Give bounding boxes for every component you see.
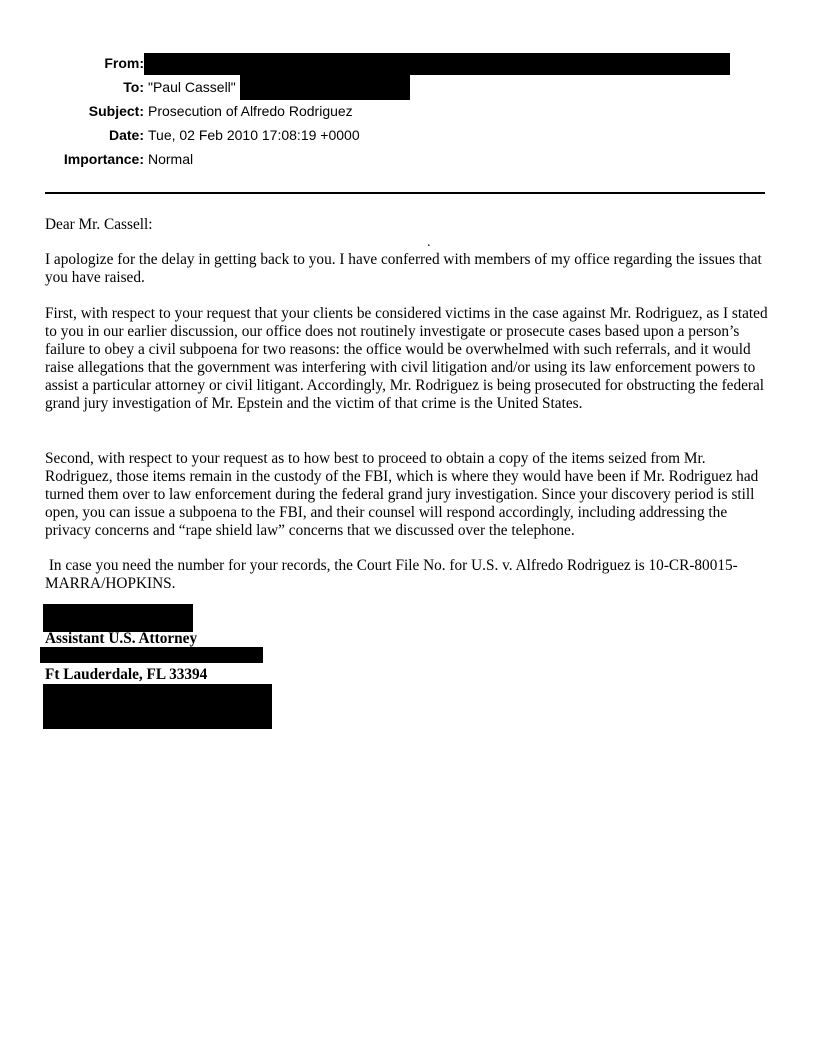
importance-value: Normal [148, 151, 194, 167]
to-redaction [240, 75, 410, 100]
paragraph-4: In case you need the number for your records, the Court File No. for U.S. v. Alfredo Rodriguez is 10-CR-80015-MARRA/HOPKINS. [45, 557, 738, 592]
salutation: Dear Mr. Cassell: [45, 216, 153, 233]
header-divider [45, 192, 765, 194]
from-redaction [144, 53, 730, 75]
signature-name-redaction [43, 604, 193, 632]
stray-mark: . [427, 235, 431, 250]
signature-address-redaction [40, 647, 263, 663]
signature-contact-redaction [43, 684, 272, 729]
importance-label: Importance: [63, 151, 144, 167]
from-label: From: [104, 55, 144, 71]
signature-title: Assistant U.S. Attorney [45, 630, 198, 647]
paragraph-1: I apologize for the delay in getting back to you. I have conferred with members of my office regarding the issues that you have raised. [45, 251, 762, 286]
date-label: Date: [108, 127, 144, 143]
to-label: To: [123, 79, 144, 95]
paragraph-2: First, with respect to your request that your clients be considered victims in the case against Mr. Rodriguez, as I stated to you in our earlier discussion, our office does not routinely investigate or prosecute cases based upon a person’s failure to obey a civil subpoena for two reasons: the office would be overwhelmed with such referrals, and it would raise allegations that the government was interfering with civil litigation and/or using its law enforcement powers to assist a particular attorney or civil litigant. Accordingly, Mr. Rodriguez is being prosecuted for obstructing the federal grand jury investigation of Mr. Epstein and the victim of that crime is the United States. [45, 305, 768, 412]
to-value: "Paul Cassell" [148, 79, 236, 95]
subject-label: Subject: [88, 103, 144, 119]
signature-location: Ft Lauderdale, FL 33394 [45, 666, 208, 683]
date-value: Tue, 02 Feb 2010 17:08:19 +0000 [148, 127, 360, 143]
paragraph-3: Second, with respect to your request as to how best to proceed to obtain a copy of the items seized from Mr. Rodriguez, those items remain in the custody of the FBI, which is where they would have been if Mr. Rodriguez had turned them over to law enforcement during the federal grand jury investigation. Since your discovery period is still open, you can issue a subpoena to the FBI, and their counsel will respond accordingly, including addressing the privacy concerns and “rape shield law” concerns that we discussed over the telephone. [45, 450, 759, 539]
subject-value: Prosecution of Alfredo Rodriguez [148, 103, 353, 119]
